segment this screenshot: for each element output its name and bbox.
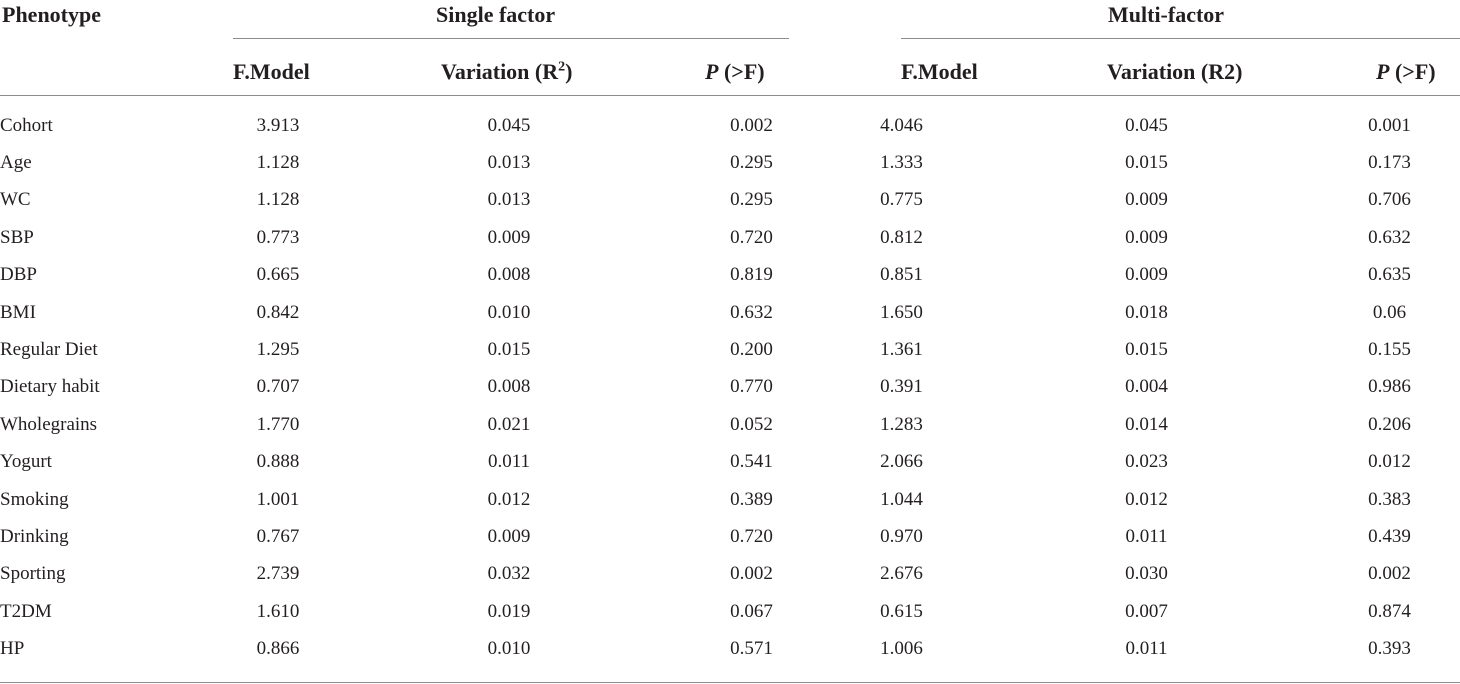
multi-p-cell: 0.706 [1368, 189, 1411, 211]
table-row [0, 144, 1460, 181]
multi-variation-cell: 0.011 [1125, 525, 1168, 547]
header-multi-p-italic: P [1376, 59, 1390, 84]
phenotype-cell: WC [0, 189, 31, 211]
header-single-variation [441, 59, 572, 85]
multi-f-model-cell: 4.046 [880, 114, 923, 136]
phenotype-cell: Cohort [0, 114, 53, 136]
multi-p-cell: 0.206 [1368, 413, 1411, 435]
table-row [0, 556, 1460, 593]
multi-p-cell: 0.001 [1368, 114, 1411, 136]
single-variation-cell: 0.015 [487, 339, 531, 361]
table-row [0, 294, 1460, 331]
multi-variation-cell: 0.009 [1125, 264, 1168, 286]
multi-variation-cell: 0.023 [1125, 451, 1168, 473]
single-f-model-cell: 3.913 [256, 114, 300, 136]
single-f-model-cell: 0.767 [256, 525, 300, 547]
single-p-cell: 0.052 [730, 413, 773, 435]
table-row [0, 444, 1460, 481]
single-variation-cell: 0.009 [487, 525, 531, 547]
single-variation-cell: 0.012 [487, 488, 531, 510]
multi-f-model-cell: 0.391 [880, 376, 923, 398]
multi-p-cell: 0.06 [1372, 301, 1407, 323]
multi-f-model-cell: 1.283 [880, 413, 923, 435]
multi-variation-cell: 0.045 [1125, 114, 1168, 136]
single-p-cell: 0.770 [730, 376, 773, 398]
header-single-variation-sup: 2 [558, 59, 566, 75]
phenotype-cell: DBP [0, 264, 37, 286]
single-p-cell: 0.002 [730, 563, 773, 585]
single-variation-cell: 0.019 [487, 600, 531, 622]
multi-p-cell: 0.393 [1368, 638, 1411, 660]
multi-variation-cell: 0.012 [1125, 488, 1168, 510]
single-p-cell: 0.819 [730, 264, 773, 286]
single-f-model-cell: 0.888 [256, 451, 300, 473]
header-single-factor: Single factor [436, 2, 556, 27]
phenotype-cell: Dietary habit [0, 376, 100, 398]
phenotype-cell: Wholegrains [0, 413, 98, 435]
single-variation-cell: 0.011 [487, 451, 531, 473]
multi-f-model-cell: 0.615 [880, 600, 923, 622]
multi-f-model-cell: 0.851 [880, 264, 923, 286]
header-multi-p [1376, 59, 1436, 85]
single-f-model-cell: 0.665 [256, 264, 300, 286]
single-variation-cell: 0.045 [487, 114, 531, 136]
single-p-cell: 0.200 [730, 339, 773, 361]
multi-variation-cell: 0.004 [1125, 376, 1168, 398]
single-f-model-cell: 0.707 [256, 376, 300, 398]
phenotype-cell: Sporting [0, 563, 66, 585]
multi-p-cell: 0.632 [1368, 226, 1411, 248]
multi-f-model-cell: 1.044 [880, 488, 923, 510]
single-f-model-cell: 1.770 [256, 413, 300, 435]
table-row [0, 481, 1460, 518]
single-p-cell: 0.720 [730, 525, 773, 547]
table-row [0, 369, 1460, 406]
multi-f-model-cell: 1.006 [880, 638, 923, 660]
header-single-p-italic: P [705, 59, 719, 84]
header-single-variation-suffix: ) [565, 59, 573, 84]
multi-p-cell: 0.155 [1368, 339, 1411, 361]
header-multi-f-model: F.Model [901, 59, 978, 84]
multi-p-cell: 0.383 [1368, 488, 1411, 510]
header-multi-variation: Variation (R2) [1107, 59, 1243, 84]
single-p-cell: 0.067 [730, 600, 773, 622]
single-variation-cell: 0.021 [487, 413, 531, 435]
table-row [0, 406, 1460, 443]
multi-variation-cell: 0.014 [1125, 413, 1168, 435]
multi-variation-cell: 0.007 [1125, 600, 1168, 622]
single-variation-cell: 0.010 [487, 301, 531, 323]
multi-p-cell: 0.002 [1368, 563, 1411, 585]
table-row [0, 331, 1460, 368]
multi-p-cell: 0.173 [1368, 152, 1411, 174]
single-p-cell: 0.571 [730, 638, 773, 660]
single-variation-cell: 0.013 [487, 189, 531, 211]
header-multi-factor: Multi-factor [1108, 2, 1225, 27]
table-row [0, 257, 1460, 294]
phenotype-cell: SBP [0, 226, 34, 248]
multi-factor-underline [901, 38, 1460, 39]
single-f-model-cell: 1.295 [256, 339, 300, 361]
table-body [0, 107, 1460, 668]
single-variation-cell: 0.008 [487, 264, 531, 286]
header-single-variation-prefix: Variation (R [441, 59, 559, 84]
single-variation-cell: 0.008 [487, 376, 531, 398]
multi-f-model-cell: 1.333 [880, 152, 923, 174]
multi-variation-cell: 0.018 [1125, 301, 1168, 323]
table-row [0, 518, 1460, 555]
header-bottom-rule [0, 95, 1460, 96]
single-variation-cell: 0.010 [487, 638, 531, 660]
single-f-model-cell: 0.842 [256, 301, 300, 323]
data-table [0, 107, 1460, 668]
multi-f-model-cell: 1.650 [880, 301, 923, 323]
single-f-model-cell: 1.610 [256, 600, 300, 622]
multi-variation-cell: 0.030 [1125, 563, 1168, 585]
header-multi-p-suffix: (>F) [1389, 59, 1436, 84]
phenotype-cell: Drinking [0, 525, 69, 547]
multi-p-cell: 0.012 [1368, 451, 1411, 473]
single-p-cell: 0.295 [730, 189, 773, 211]
single-f-model-cell: 2.739 [256, 563, 300, 585]
phenotype-cell: Regular Diet [0, 339, 98, 361]
multi-f-model-cell: 0.775 [880, 189, 923, 211]
single-variation-cell: 0.013 [487, 152, 531, 174]
multi-variation-cell: 0.015 [1125, 339, 1168, 361]
table-bottom-rule [0, 682, 1460, 683]
phenotype-cell: T2DM [0, 600, 52, 622]
single-factor-underline [233, 38, 789, 39]
single-p-cell: 0.389 [730, 488, 773, 510]
table-row [0, 182, 1460, 219]
table-row [0, 219, 1460, 256]
multi-variation-cell: 0.009 [1125, 189, 1168, 211]
single-p-cell: 0.541 [730, 451, 773, 473]
multi-variation-cell: 0.011 [1125, 638, 1168, 660]
phenotype-cell: Yogurt [0, 451, 52, 473]
multi-f-model-cell: 2.066 [880, 451, 923, 473]
single-f-model-cell: 0.773 [256, 226, 300, 248]
phenotype-cell: Age [0, 152, 32, 174]
single-f-model-cell: 1.128 [256, 189, 300, 211]
header-phenotype: Phenotype [2, 2, 101, 27]
single-variation-cell: 0.032 [487, 563, 531, 585]
single-f-model-cell: 0.866 [256, 638, 300, 660]
single-p-cell: 0.720 [730, 226, 773, 248]
multi-p-cell: 0.439 [1368, 525, 1411, 547]
multi-f-model-cell: 0.970 [880, 525, 923, 547]
table-row [0, 107, 1460, 144]
phenotype-cell: Smoking [0, 488, 69, 510]
multi-p-cell: 0.986 [1368, 376, 1411, 398]
multi-f-model-cell: 0.812 [880, 226, 923, 248]
multi-f-model-cell: 1.361 [880, 339, 923, 361]
phenotype-cell: BMI [0, 301, 36, 323]
table-row [0, 630, 1460, 667]
header-single-p-suffix: (>F) [718, 59, 765, 84]
table-row [0, 593, 1460, 630]
multi-p-cell: 0.874 [1368, 600, 1411, 622]
single-f-model-cell: 1.001 [256, 488, 300, 510]
phenotype-cell: HP [0, 638, 25, 660]
single-variation-cell: 0.009 [487, 226, 531, 248]
multi-variation-cell: 0.015 [1125, 152, 1168, 174]
header-single-p [705, 59, 765, 85]
single-f-model-cell: 1.128 [256, 152, 300, 174]
multi-p-cell: 0.635 [1368, 264, 1411, 286]
multi-variation-cell: 0.009 [1125, 226, 1168, 248]
multi-f-model-cell: 2.676 [880, 563, 923, 585]
header-single-f-model: F.Model [233, 59, 310, 84]
single-p-cell: 0.632 [730, 301, 773, 323]
single-p-cell: 0.002 [730, 114, 773, 136]
single-p-cell: 0.295 [730, 152, 773, 174]
